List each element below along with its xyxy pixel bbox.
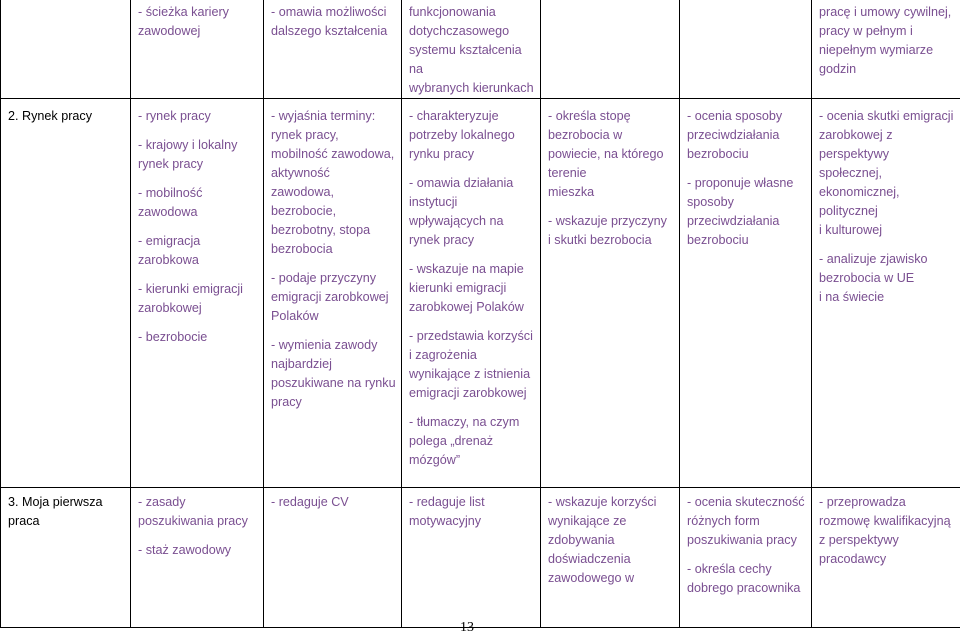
section-title: 2. Rynek pracy bbox=[8, 109, 92, 123]
table-cell bbox=[131, 488, 264, 628]
table-cell bbox=[541, 0, 680, 99]
cell-paragraph: - określa cechy dobrego pracownika bbox=[687, 562, 801, 595]
table-cell bbox=[680, 0, 812, 99]
cell-paragraph: - wyjaśnia terminy: rynek pracy, mobilność zawodowa, aktywność zawodowa, bezrobocie, bezrobotny, stopa bezrobocia bbox=[271, 109, 395, 256]
cell-paragraph: - zasady poszukiwania pracy bbox=[138, 495, 248, 528]
table-cell bbox=[541, 488, 680, 628]
table-cell bbox=[402, 0, 541, 99]
table-row-first-job bbox=[1, 488, 960, 628]
cell-paragraph: - redaguje list motywacyjny bbox=[409, 495, 485, 528]
table-cell bbox=[680, 99, 812, 488]
table-cell bbox=[131, 99, 264, 488]
cell-paragraph: - omawia działania instytucji wpływających na rynek pracy bbox=[409, 176, 514, 247]
section-title-cell bbox=[1, 99, 131, 488]
table-cell bbox=[812, 99, 960, 488]
cell-paragraph: - charakteryzuje potrzeby lokalnego rynku pracy bbox=[409, 109, 515, 161]
cell-paragraph: - staż zawodowy bbox=[138, 543, 232, 557]
cell-paragraph: - ocenia sposoby przeciwdziałania bezrobociu bbox=[687, 109, 783, 161]
cell-paragraph: pracę i umowy cywilnej, pracy w pełnym i niepełnym wymiarze godzin bbox=[819, 5, 952, 76]
cell-paragraph: - przeprowadza rozmowę kwalifikacyjną z perspektywy pracodawcy bbox=[819, 495, 951, 566]
table-cell bbox=[264, 99, 402, 488]
table-row-labour-market bbox=[1, 99, 960, 488]
section-title-cell bbox=[1, 0, 131, 99]
cell-paragraph: - wymienia zawody najbardziej poszukiwane na rynku pracy bbox=[271, 338, 396, 409]
table-cell bbox=[402, 99, 541, 488]
cell-paragraph: - ocenia skuteczność różnych form poszukiwania pracy bbox=[687, 495, 805, 547]
cell-paragraph: - analizuje zjawisko bezrobocia w UE i na świecie bbox=[819, 252, 928, 304]
cell-paragraph: funkcjonowania dotychczasowego systemu kształcenia na wybranych kierunkach bbox=[409, 5, 534, 95]
table-cell bbox=[680, 488, 812, 628]
cell-paragraph: - proponuje własne sposoby przeciwdziałania bezrobociu bbox=[687, 176, 794, 247]
cell-paragraph: - mobilność zawodowa bbox=[138, 186, 203, 219]
table-cell bbox=[264, 0, 402, 99]
table-cell bbox=[812, 0, 960, 99]
cell-paragraph: - ocenia skutki emigracji zarobkowej z perspektywy społecznej, ekonomicznej, politycznej i kulturowej bbox=[819, 109, 954, 237]
cell-paragraph: - przedstawia korzyści i zagrożenia wynikające z istnienia emigracji zarobkowej bbox=[409, 329, 533, 400]
table-cell bbox=[264, 488, 402, 628]
cell-paragraph: - omawia możliwości dalszego kształcenia bbox=[271, 5, 388, 38]
cell-paragraph: - podaje przyczyny emigracji zarobkowej Polaków bbox=[271, 271, 389, 323]
cell-paragraph: - wskazuje przyczyny i skutki bezrobocia bbox=[548, 214, 667, 247]
cell-paragraph: - emigracja zarobkowa bbox=[138, 234, 201, 267]
cell-paragraph: - określa stopę bezrobocia w powiecie, na którego terenie mieszka bbox=[548, 109, 664, 199]
page-number: 13 bbox=[460, 620, 474, 635]
cell-paragraph: - wskazuje korzyści wynikające ze zdobywania doświadczenia zawodowego w bbox=[548, 495, 657, 585]
cell-paragraph: - tłumaczy, na czym polega „drenaż mózgów” bbox=[409, 415, 520, 467]
cell-paragraph: - redaguje CV bbox=[271, 495, 349, 509]
cell-paragraph: - rynek pracy bbox=[138, 109, 211, 123]
section-title-cell bbox=[1, 488, 131, 628]
cell-paragraph: - wskazuje na mapie kierunki emigracji zarobkowej Polaków bbox=[409, 262, 524, 314]
section-title: 3. Moja pierwsza praca bbox=[8, 495, 103, 528]
cell-paragraph: - krajowy i lokalny rynek pracy bbox=[138, 138, 238, 171]
table-cell bbox=[402, 488, 541, 628]
cell-paragraph: - kierunki emigracji zarobkowej bbox=[138, 282, 243, 315]
table-cell bbox=[131, 0, 264, 99]
table-row-career-path bbox=[1, 0, 960, 99]
cell-paragraph: - ścieżka kariery zawodowej bbox=[138, 5, 229, 38]
cell-paragraph: - bezrobocie bbox=[138, 330, 208, 344]
table-cell bbox=[812, 488, 960, 628]
table-cell bbox=[541, 99, 680, 488]
